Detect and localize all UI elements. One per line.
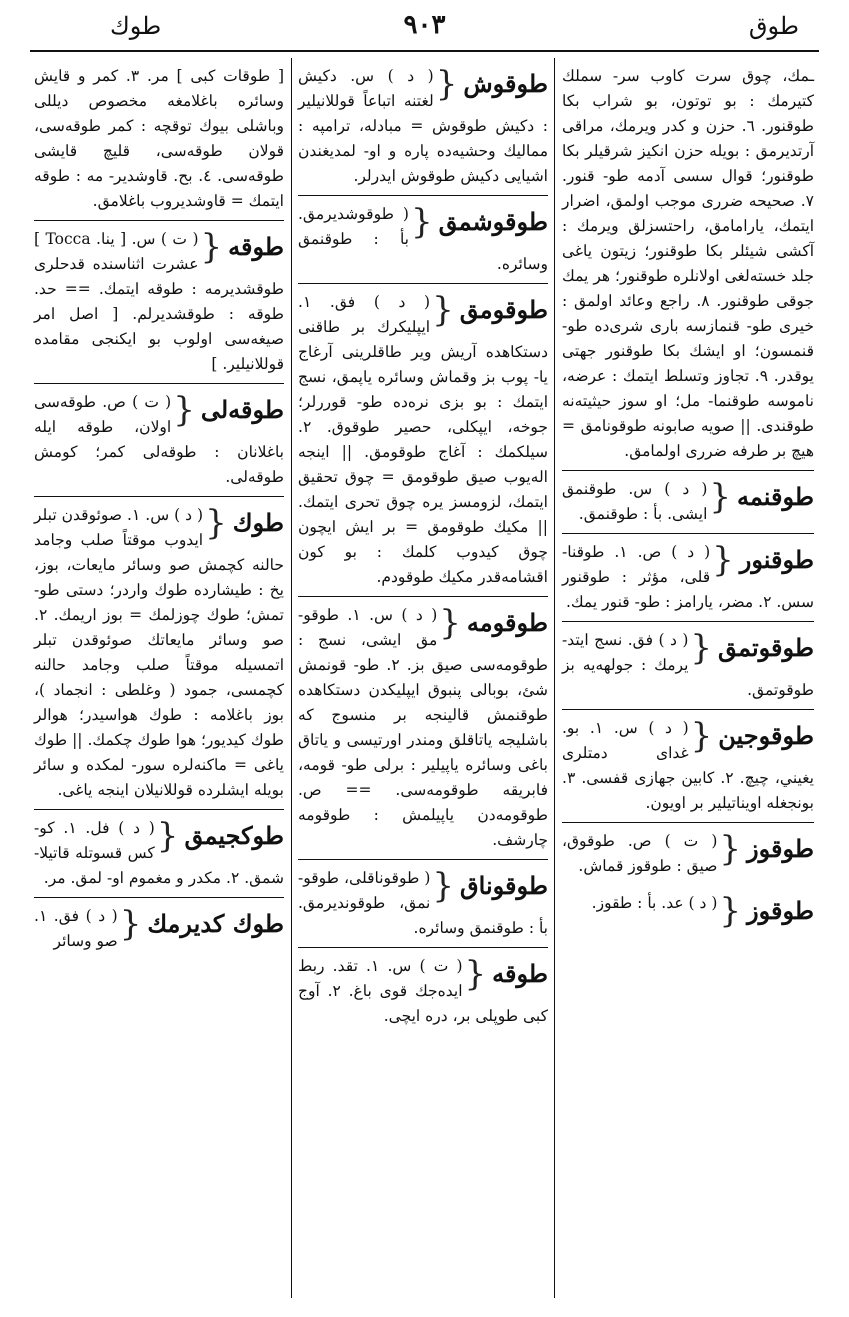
headword: طوك: [232, 508, 284, 537]
entry-text: ( ت ) س. ١. تقد. ربط ايده‌جك قوى باغ. ٢. آوج كبى طوپلى بر، دره ايچى.: [298, 957, 548, 1025]
entry: [298, 601, 548, 860]
column-right: [562, 62, 814, 931]
entry: [562, 626, 814, 710]
entry-text: ( د ) س. طوقنمق ايشى. بأ : طوقنمق.: [562, 480, 708, 523]
entry-text: ( د ) س. ١. طوقو- مق ايشى، نسج : طوقومه‌سى صيق بز. ٢. طو- قونمش شئ، بوبالى پنبوق ايپليكدن دستكاهده طوقنمش قالينجه بر منسوج كه باشليجه ياتاقلق ومندر اورتيسى و ياتاق باغى وسائره ياپيلير : برلى طو- قومه، فابريقه طوقومه‌سى. == ص. طوقومه‌دن ياپيلمش : طوقومه چارشف.: [298, 606, 548, 849]
column-left: [34, 62, 284, 964]
brace-icon: {: [712, 540, 734, 580]
entry-text: ( ت ) ص. طوقه‌سى اولان، طوقه ايله باغلانان : طوقه‌لى كمر؛ كومش طوقه‌لى.: [34, 393, 284, 486]
brace-icon: {: [200, 227, 223, 267]
entry-text: ( ت ) ص. طوقوق، صيق : طوقوز قماش.: [562, 832, 718, 875]
entry-text: ( د ) ص. ١. طوقنا- قلى، مؤثر : طوقنور سس. ٢. مضر، يارامز : طو- قنور يمك.: [562, 543, 814, 611]
entry: [34, 501, 284, 810]
headword: طوقومه: [466, 608, 548, 637]
entry-text: ( د ) فق. نسج ايتد- يرمك : جولهه‌يه بز طوقوتمق.: [562, 631, 814, 699]
entry-text: ( د ) س. ١. بو. غداى دمتلرى يغيني، چيچ. ٢. كابين جهازى قفسى. ٣. بونجغله اويناتيلير بر اويون.: [562, 719, 814, 812]
brace-icon: {: [410, 202, 433, 242]
entry-text: ( ت ) س. [ ينا. Tocca ] عشرت اثناسنده قدحلرى طوقشديرمه : طوقه ايتمك. == حد. طوقه : طوقشديرلم. [ اصل امر صيغه‌سى اولوب بو ايكنجى مقامده قوللانيلير. ]: [34, 230, 284, 373]
entry-text: [ طوقات كبى ] مر. ٣. كمر و قايش وسائره باغلامغه مخصوص ديللى وباشلى بيوك توقچه : كمر طوقه‌سى، قولان طوقه‌سى، قليچ قايشى طوقه‌سى. ٤. بح. قاوشدير- مه : طوقه ايتمك = قاوشديروب باغلامق.: [34, 67, 284, 210]
entry-text: ـمك، چوق سرت كاوب سر- سملك كتيرمك : بو توتون، بو شراب بكا طوقنور. ٦. حزن و كدر ويرمك، مراقى آرتديرمق : بويله حزن انكيز شرقيلر بكا طوقنور؛ قوال سسى آدمه طو- قنور. ٧. صحيحه ضررى موجب اولمق، اضرار ايتمك، يارامامق، راحتسزلق ويرمك : آكشى شيئلر بكا طوقنور؛ زيتون ياغى جلد خسته‌لغى اولانلره طوقنور؛ هر يمك جوقى طوقنور. ٨. راجع وعائد اولمق : خيرى طو- قنمازسه بارى شرى‌ده طو- قنمسون؛ او ايشك بكا طوقنور جهتى يوقدر. ٩. تجاوز وتسلط ايتمك : عرضه، ناموسه طوقنما- مل؛ او سوز حيثيته‌نه طوقندى. || صويه صابونه طوقونامق = هيچ بر طرفه ضررى اولمامق.: [562, 67, 814, 460]
entry: [298, 864, 548, 948]
brace-icon: {: [719, 829, 742, 869]
brace-icon: {: [709, 477, 732, 517]
headword: طوقوناق: [460, 871, 548, 900]
headword: طوقوز: [747, 896, 814, 925]
page-header: [30, 8, 819, 48]
headword: طوقوشمق: [438, 207, 548, 236]
brace-icon: {: [719, 891, 742, 931]
headword: طوقومق: [459, 295, 548, 324]
brace-icon: {: [435, 64, 458, 104]
entry: [34, 902, 284, 960]
headword: طوقوز: [747, 834, 814, 863]
entry: [298, 288, 548, 597]
entry: [298, 200, 548, 284]
entry-text: ( طوقوناقلى، طوقو- نمق، طوقونديرمق. بأ : طوقنمق وسائره.: [298, 869, 548, 937]
entry: [562, 827, 814, 885]
brace-icon: {: [439, 603, 461, 643]
page-number: ٩٠٣: [403, 10, 446, 40]
headword: طوقوجين: [718, 721, 814, 750]
entry-text: ( د ) فل. ١. كو- كس قسوتله قاتيلا- شمق. ٢. مكدر و مغموم او- لمق. مر.: [34, 819, 284, 887]
brace-icon: {: [205, 503, 227, 543]
entry-text: ( د ) عد. بأ : طقوز.: [591, 894, 718, 912]
column-divider-right: [554, 58, 555, 1298]
brace-icon: {: [464, 954, 487, 994]
entry-continuation: [34, 62, 284, 221]
entry: [298, 952, 548, 1035]
headword: طوقوتمق: [718, 633, 814, 662]
entry-text: ( د ) فق. ١. صو وسائر: [34, 907, 118, 950]
entry-text: ( د ) س. دكيش لغتنه اتباعاً قوللانيلير : دكيش طوقوش = مبادله، ترامپه : مماليك وحشيه‌ده پاره و او- لمديغندن اشيايى دكيش طوقوش ايدرلر.: [298, 67, 548, 185]
left-running-head: طوك: [110, 12, 162, 40]
brace-icon: {: [156, 816, 179, 856]
headword: طوقه‌لى: [200, 395, 284, 424]
entry: [298, 62, 548, 196]
headword: طوك كديرمك: [147, 909, 284, 938]
column-middle: [298, 62, 548, 1039]
entry: [34, 814, 284, 898]
entry: [562, 714, 814, 823]
brace-icon: {: [173, 390, 195, 430]
entry: [34, 388, 284, 497]
header-rule: [30, 50, 819, 52]
entry-text: ( طوقوشديرمق. بأ : طوقنمق وسائره.: [298, 205, 548, 273]
brace-icon: {: [432, 290, 454, 330]
entry: [562, 538, 814, 622]
entry-continuation: [562, 62, 814, 471]
entry-text: ( د ) س. ١. صوئوقدن تبلر ايدوب موقتاً صلب وجامد حالنه كچمش صو وسائر مايعات، بوز، يخ : طيشارده طوك واردر؛ دستى طو- تمش؛ طوك چوزلمك = بوز اريمك. ٢. صو وسائر مايعاتك صوئوقدن تبلر اتمسيله موقتاً صلب وجامد حالنه كچمسى، جمود ( وغلطى : انجماد )، بوز باغلامه : طوك هواسيدر؛ هوالر طوك كيديور؛ هوا طوك چكمك. || طوك ياغى = ماكنه‌لره سور- لمكده و سائر بويله ايشلرده قوللانيلان اينجه ياغى.: [34, 506, 284, 799]
right-running-head: طوق: [748, 12, 799, 40]
headword: طوقنور: [739, 545, 814, 574]
brace-icon: {: [119, 904, 142, 944]
headword: طوقه: [492, 959, 548, 988]
brace-icon: {: [432, 866, 455, 906]
headword: طوكجيمق: [184, 821, 284, 850]
entry-text: ( د ) فق. ١. ايپليكرك بر طاقنى دستكاهده آريش وير طاقلرينى آرغاج يا- پوب بز وقماش وسائره ياپمق، نسج ايتمك : بو بزى نره‌ده طو- قوررلر؛ جوخه، ايپكلى، حصير طوقوق. ٢. سيلكمك : آغاج طوقومق. || اينجه اله‌يوب صيق طوقومق = چوق تحقيق ايتمك، لزومسز يره چوق تحرى ايتمك. || مكيك طوقومق = بر ايش ايچون چوق كيدوب كلمك : بو كون اقشامه‌قدر مكيك طوقودم.: [298, 293, 548, 586]
headword: طوقنمه: [737, 482, 814, 511]
headword: طوقوش: [463, 69, 548, 98]
entry: [562, 475, 814, 534]
entry: [562, 889, 814, 931]
headword: طوقه: [228, 232, 284, 261]
brace-icon: {: [690, 628, 713, 668]
brace-icon: {: [690, 716, 713, 756]
column-divider-left: [291, 58, 292, 1298]
entry: [34, 225, 284, 384]
